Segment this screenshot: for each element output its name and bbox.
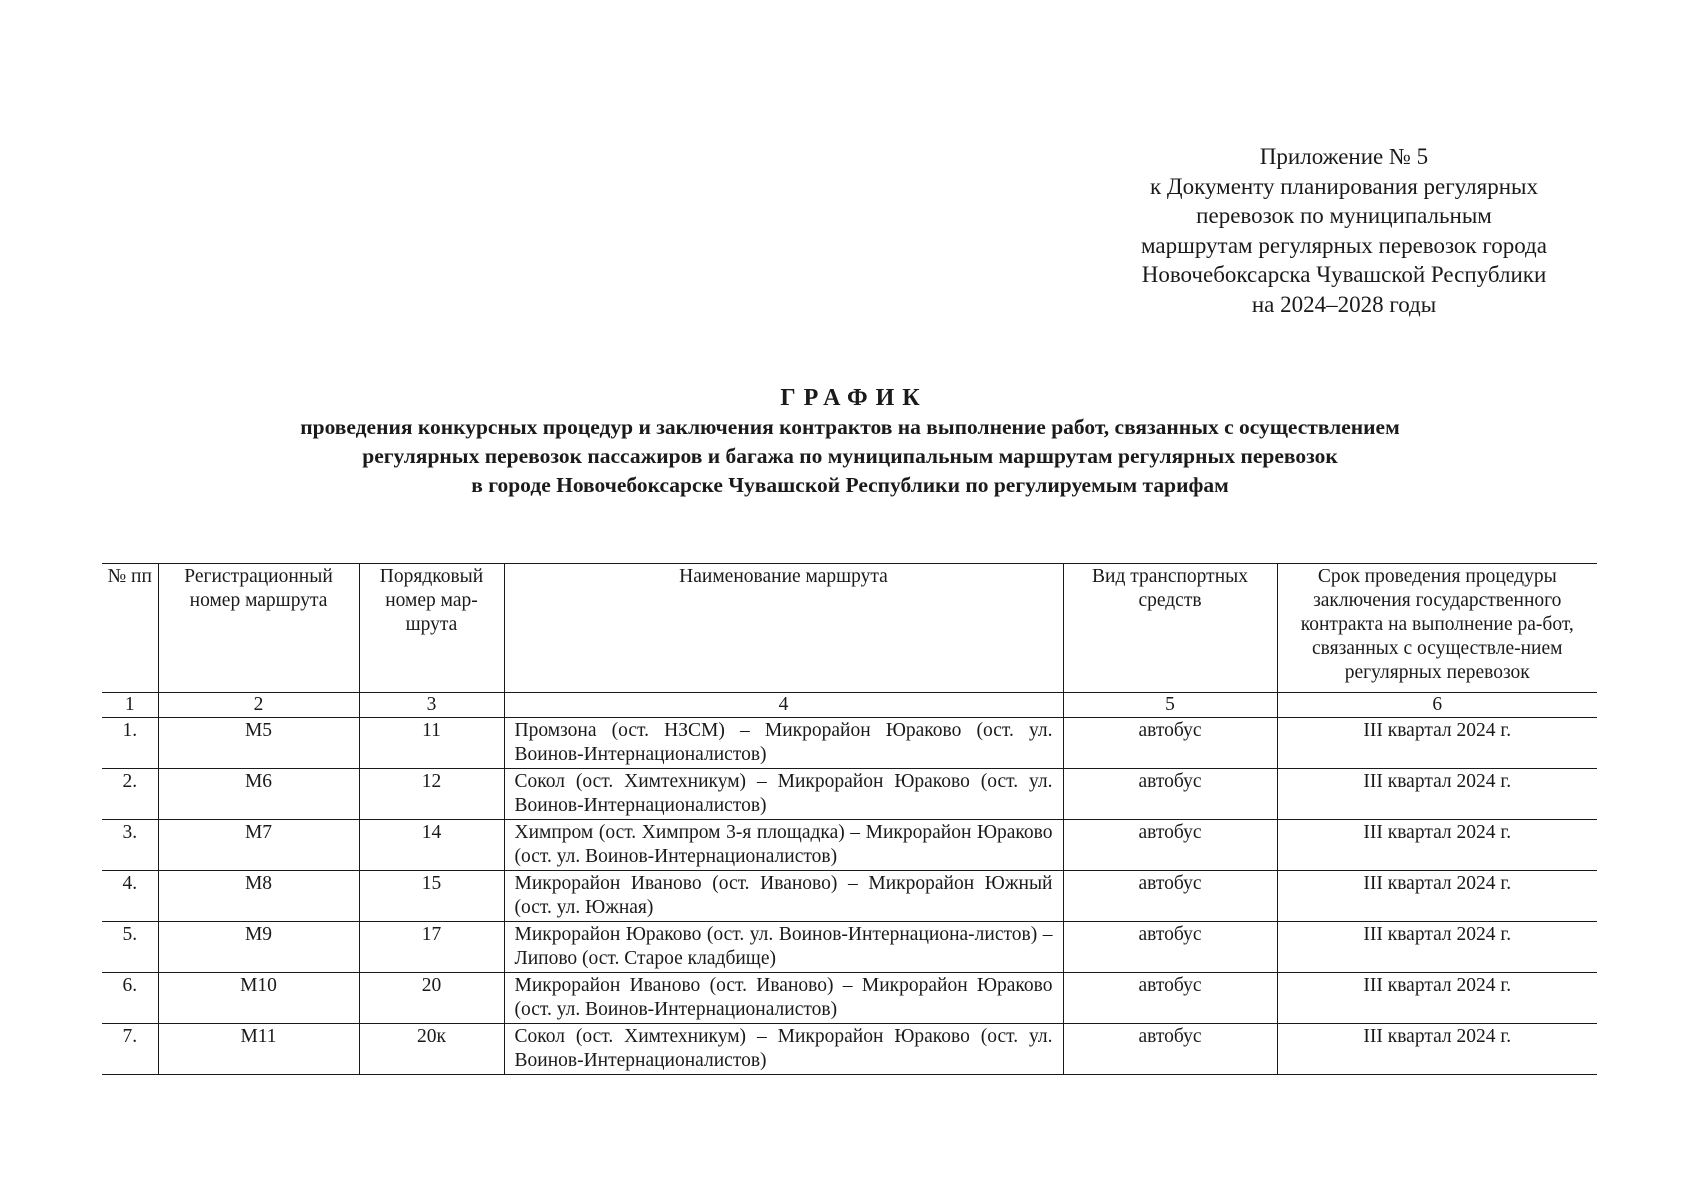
column-number: 3 [359,693,504,718]
appendix-line: Приложение № 5 [1259,144,1429,169]
registration-number: М6 [158,769,359,820]
registration-number: М8 [158,871,359,922]
route-name: Микрорайон Иваново (ост. Иваново) – Микрорайон Южный (ост. ул. Южная) [504,871,1063,922]
table-header-row [102,564,1597,693]
vehicle-type: автобус [1063,718,1277,769]
registration-number: М11 [158,1024,359,1075]
ordinal-number: 11 [359,718,504,769]
column-header-ordinal: Порядковый номер мар-шрута [359,564,504,693]
vehicle-type: автобус [1063,1024,1277,1075]
column-number-row [102,693,1597,718]
procedure-term: III квартал 2024 г. [1277,973,1597,1024]
subtitle-line: проведения конкурсных процедур и заключения контрактов на выполнение работ, связанных с осуществлением [300,415,1400,439]
route-name: Микрорайон Иваново (ост. Иваново) – Микрорайон Юраково (ост. ул. Воинов-Интернационалистов) [504,973,1063,1024]
appendix-line: Новочебоксарска Чувашской Республики [1141,262,1547,287]
ordinal-number: 14 [359,820,504,871]
procedure-term: III квартал 2024 г. [1277,922,1597,973]
procedure-term: III квартал 2024 г. [1277,820,1597,871]
vehicle-type: автобус [1063,871,1277,922]
column-number: 2 [158,693,359,718]
vehicle-type: автобус [1063,973,1277,1024]
route-name: Химпром (ост. Химпром 3-я площадка) – Микрорайон Юраково (ост. ул. Воинов-Интернационалистов) [504,820,1063,871]
route-name: Микрорайон Юраково (ост. ул. Воинов-Интернациона-листов) – Липово (ост. Старое кладбище) [504,922,1063,973]
column-header-procedure-term: Срок проведения процедуры заключения государственного контракта на выполнение ра-бот, связанных с осуществле-нием регулярных перевозок [1277,564,1597,693]
ordinal-number: 12 [359,769,504,820]
vehicle-type: автобус [1063,922,1277,973]
table-row [102,871,1597,922]
ordinal-number: 20к [359,1024,504,1075]
ordinal-number: 20 [359,973,504,1024]
subtitle-line: регулярных перевозок пассажиров и багажа по муниципальным маршрутам регулярных перевозок [362,444,1338,468]
row-number: 6. [102,973,158,1024]
column-header-registration: Регистрационный номер маршрута [158,564,359,693]
column-header-number: № пп [102,564,158,693]
table-row [102,922,1597,973]
document-title: ГРАФИК [780,385,928,411]
procedure-term: III квартал 2024 г. [1277,718,1597,769]
row-number: 1. [102,718,158,769]
subtitle-line: в городе Новочебоксарске Чувашской Республики по регулируемым тарифам [471,473,1229,497]
row-number: 7. [102,1024,158,1075]
procedure-term: III квартал 2024 г. [1277,871,1597,922]
routes-schedule-table [102,563,1597,1075]
route-name: Промзона (ост. НЗСМ) – Микрорайон Юраково (ост. ул. Воинов-Интернационалистов) [504,718,1063,769]
ordinal-number: 15 [359,871,504,922]
column-number: 5 [1063,693,1277,718]
column-number: 6 [1277,693,1597,718]
table-row [102,820,1597,871]
row-number: 2. [102,769,158,820]
table-row [102,718,1597,769]
vehicle-type: автобус [1063,769,1277,820]
row-number: 5. [102,922,158,973]
appendix-line: на 2024–2028 годы [1251,291,1437,317]
row-number: 4. [102,871,158,922]
appendix-line: маршрутам регулярных перевозок города [1141,232,1547,258]
column-number: 4 [504,693,1063,718]
registration-number: М9 [158,922,359,973]
registration-number: М5 [158,718,359,769]
procedure-term: III квартал 2024 г. [1277,769,1597,820]
appendix-line: перевозок по муниципальным [1196,203,1492,228]
ordinal-number: 17 [359,922,504,973]
appendix-note [1108,142,1580,319]
table-row [102,973,1597,1024]
column-number: 1 [102,693,158,718]
table-row [102,769,1597,820]
route-name: Сокол (ост. Химтехникум) – Микрорайон Юраково (ост. ул. Воинов-Интернационалистов) [504,1024,1063,1075]
column-header-vehicle-type: Вид транспортных средств [1063,564,1277,693]
vehicle-type: автобус [1063,820,1277,871]
procedure-term: III квартал 2024 г. [1277,1024,1597,1075]
route-name: Сокол (ост. Химтехникум) – Микрорайон Юраково (ост. ул. Воинов-Интернационалистов) [504,769,1063,820]
column-header-route-name: Наименование маршрута [504,564,1063,693]
appendix-line: к Документу планирования регулярных [1149,173,1538,199]
registration-number: М10 [158,973,359,1024]
row-number: 3. [102,820,158,871]
table-row [102,1024,1597,1075]
document-heading [100,383,1600,500]
registration-number: М7 [158,820,359,871]
